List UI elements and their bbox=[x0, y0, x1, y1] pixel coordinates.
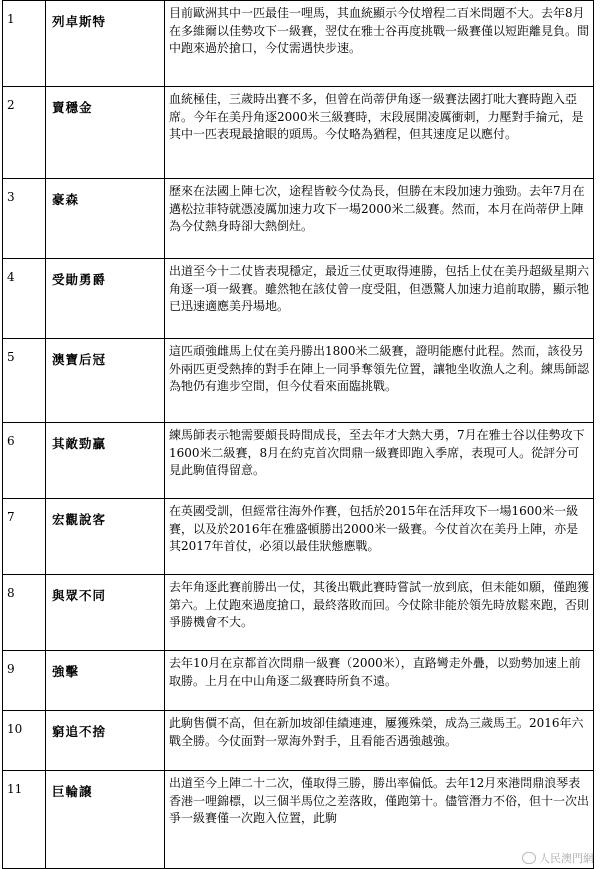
row-number: 7 bbox=[3, 499, 46, 575]
horse-name: 強擊 bbox=[46, 651, 165, 711]
horse-description: 去年角逐此賽前勝出一仗，其後出戰此賽時嘗試一放到底，但未能如願，僅跑獲第六。上仗跑來過度搶口，最終落敗而回。今仗除非能於領先時放鬆來跑，否則爭勝機會不大。 bbox=[165, 575, 594, 651]
horse-description: 出道至今十二仗皆表現穩定，最近三仗更取得連勝，包括上仗在美丹超級星期六角逐一項一級賽。雖然牠在該仗曾一度受阻，但憑驚人加速力追前取勝，顯示牠已迅速適應美丹場地。 bbox=[165, 259, 594, 339]
row-number: 5 bbox=[3, 339, 46, 423]
horse-table bbox=[2, 0, 594, 869]
horse-name: 窮追不捨 bbox=[46, 711, 165, 771]
table-row bbox=[3, 1, 594, 87]
table-row bbox=[3, 651, 594, 711]
horse-name: 列卓斯特 bbox=[46, 1, 165, 87]
row-number: 9 bbox=[3, 651, 46, 711]
row-number: 10 bbox=[3, 711, 46, 771]
table-row bbox=[3, 87, 594, 179]
row-number: 11 bbox=[3, 771, 46, 869]
table-row bbox=[3, 259, 594, 339]
horse-name: 宏觀說客 bbox=[46, 499, 165, 575]
horse-description: 練馬師表示牠需要頗長時間成長，至去年才大熱大勇，7月在雅士谷以佳勢攻下1600米二級賽，8月在約克首次問鼎一級賽即跑入季席，表現可人。從評分可見此駒值得留意。 bbox=[165, 423, 594, 499]
watermark-text: 人民澳門網 bbox=[539, 852, 594, 865]
table-row bbox=[3, 339, 594, 423]
horse-name: 豪森 bbox=[46, 179, 165, 259]
horse-name: 澳寶后冠 bbox=[46, 339, 165, 423]
watermark bbox=[522, 850, 594, 866]
horse-name: 與眾不同 bbox=[46, 575, 165, 651]
horse-description: 這匹頑強雌馬上仗在美丹勝出1800米二級賽，證明能應付此程。然而，該役另外兩匹更受熱捧的對手在陣上一同爭奪領先位置，讓牠坐收漁人之利。練馬師認為牠仍有進步空間，但今仗看來面臨挑戰。 bbox=[165, 339, 594, 423]
horse-description: 血統極佳，三歲時出賽不多，但曾在尚蒂伊角逐一級賽法國打吡大賽時跑入亞席。今年在美丹角逐2000米三級賽時，末段展開凌厲衝刺，力壓對手掄元，是其中一匹表現最搶眼的頭馬。今仗略為猶程，但其速度足以應付。 bbox=[165, 87, 594, 179]
horse-name: 巨輪譲 bbox=[46, 771, 165, 869]
table-row bbox=[3, 711, 594, 771]
chat-bubble-icon bbox=[522, 852, 536, 864]
horse-description: 去年10月在京都首次問鼎一級賽（2000米），直路彎走外疊，以勁勢加速上前取勝。上月在中山角逐二級賽時所負不遠。 bbox=[165, 651, 594, 711]
horse-name: 其敵勁贏 bbox=[46, 423, 165, 499]
horse-description: 目前歐洲其中一匹最佳一哩馬，其血統顯示今仗增程二百米問題不大。去年8月在多維爾以佳勢攻下一級賽，翌仗在雅士谷再度挑戰一級賽僅以短距離見負。間中跑來過於搶口，今仗需遇快步速。 bbox=[165, 1, 594, 87]
horse-name: 受勛勇爵 bbox=[46, 259, 165, 339]
row-number: 3 bbox=[3, 179, 46, 259]
horse-description: 在英國受訓，但經常往海外作賽，包括於2015年在活拜攻下一場1600米一級賽，以及於2016年在雅盛頓勝出2000米一級賽。今仗首次在美丹上陣，亦是其2017年首仗，必須以最佳狀態應戰。 bbox=[165, 499, 594, 575]
horse-name: 賣穩金 bbox=[46, 87, 165, 179]
row-number: 6 bbox=[3, 423, 46, 499]
table-row bbox=[3, 771, 594, 869]
table-row bbox=[3, 423, 594, 499]
horse-description: 此駒售價不高，但在新加坡卻佳績連連，屢獲殊榮，成為三歲馬王。2016年六戰全勝。今仗面對一眾海外對手，且看能否遇強越強。 bbox=[165, 711, 594, 771]
table-row bbox=[3, 179, 594, 259]
row-number: 1 bbox=[3, 1, 46, 87]
row-number: 4 bbox=[3, 259, 46, 339]
horse-description: 歷來在法國上陣七次，途程皆較今仗為長，但勝在末段加速力強勁。去年7月在邁松拉菲特就憑凌厲加速力攻下一場2000米二級賽。然而，本月在尚蒂伊上陣為今仗熱身時卻大熱倒灶。 bbox=[165, 179, 594, 259]
row-number: 8 bbox=[3, 575, 46, 651]
table-row bbox=[3, 499, 594, 575]
horse-table-frame bbox=[2, 0, 594, 868]
row-number: 2 bbox=[3, 87, 46, 179]
horse-description: 出道至今上陣二十二次，僅取得三勝，勝出率偏低。去年12月來港問鼎浪琴表香港一哩錦標，以三個半馬位之差落敗，僅跑第十。儘管潛力不俗，但十一次出爭一級賽僅一次跑入位置，此駒 bbox=[165, 771, 594, 869]
table-row bbox=[3, 575, 594, 651]
